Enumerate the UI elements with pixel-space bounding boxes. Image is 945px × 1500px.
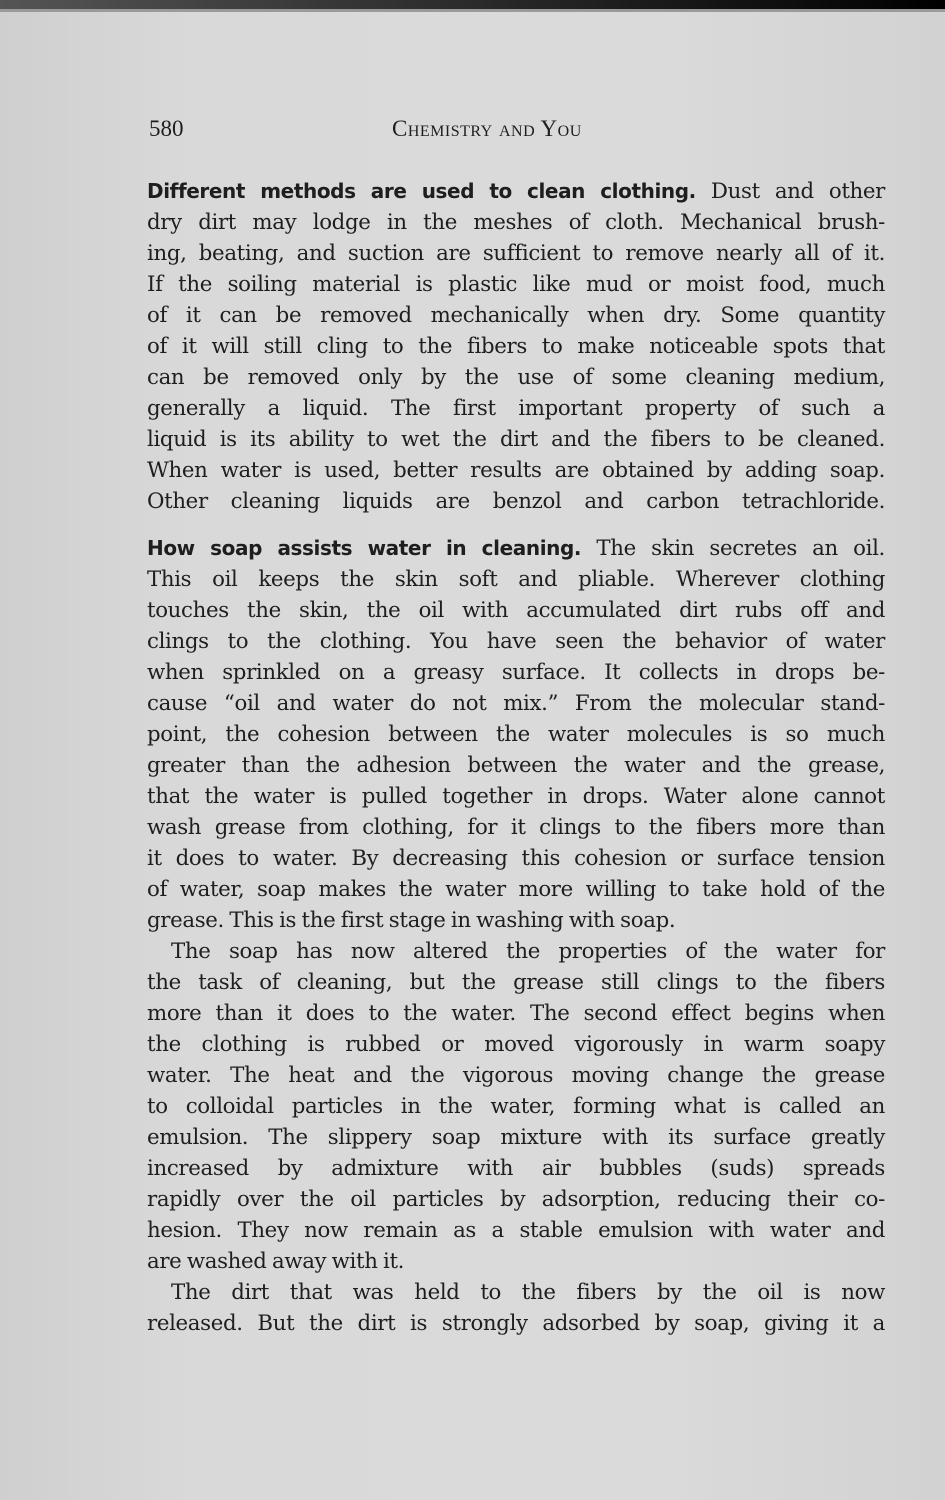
text-line [147, 1153, 885, 1184]
text-line [147, 269, 885, 300]
text-line [147, 455, 885, 486]
text-line [147, 1308, 885, 1339]
text-line [147, 486, 885, 517]
page-body [147, 176, 885, 1355]
text-line [147, 1184, 885, 1215]
line-text: of water, soap makes the water more willing to take hold of the [147, 877, 885, 902]
text-line [147, 688, 885, 719]
line-text: when sprinkled on a greasy surface. It collects in drops be- [147, 660, 885, 685]
text-line [147, 207, 885, 238]
line-text: the task of cleaning, but the grease still clings to the fibers [147, 970, 885, 995]
text-line [147, 936, 885, 967]
text-line [147, 1277, 885, 1308]
paragraph-heading: How soap assists water in cleaning. [147, 536, 582, 560]
text-line [147, 393, 885, 424]
line-text: more than it does to the water. The second effect begins when [147, 1001, 885, 1026]
line-text: released. But the dirt is strongly adsorbed by soap, giving it a [147, 1311, 885, 1336]
text-line [147, 812, 885, 843]
line-text: Other cleaning liquids are benzol and carbon tetrachloride. [147, 489, 885, 514]
line-text: If the soiling material is plastic like mud or moist food, much [147, 272, 885, 297]
text-line [147, 874, 885, 905]
text-line [147, 781, 885, 812]
text-line [147, 331, 885, 362]
line-text: hesion. They now remain as a stable emulsion with water and [147, 1218, 885, 1243]
line-text: liquid is its ability to wet the dirt and the fibers to be cleaned. [147, 427, 885, 452]
paragraph [147, 176, 885, 517]
text-line [147, 1215, 885, 1246]
paragraph [147, 1277, 885, 1339]
line-text: Dust and other [695, 179, 885, 204]
line-text: clings to the clothing. You have seen the behavior of water [147, 629, 885, 654]
text-line [147, 1029, 885, 1060]
line-text: grease. This is the first stage in washing with soap. [147, 908, 676, 933]
line-text: rapidly over the oil particles by adsorption, reducing their co- [147, 1187, 885, 1212]
line-text: emulsion. The slippery soap mixture with its surface greatly [147, 1125, 885, 1150]
line-text: the clothing is rubbed or moved vigorously in warm soapy [147, 1032, 885, 1057]
text-line [147, 657, 885, 688]
line-text: of it will still cling to the fibers to make noticeable spots that [147, 334, 885, 359]
line-text: to colloidal particles in the water, forming what is called an [147, 1094, 885, 1119]
text-line [147, 424, 885, 455]
text-line [147, 998, 885, 1029]
scan-top-edge [0, 0, 945, 9]
line-text: generally a liquid. The first important property of such a [147, 396, 885, 421]
line-text: are washed away with it. [147, 1249, 405, 1274]
page-number: 580 [149, 116, 184, 141]
line-text: When water is used, better results are obtained by adding soap. [147, 458, 885, 483]
text-line [147, 564, 885, 595]
text-line [147, 750, 885, 781]
text-line [147, 238, 885, 269]
line-text: The dirt that was held to the fibers by the oil is now [171, 1280, 885, 1305]
text-line [147, 533, 885, 564]
text-line [147, 626, 885, 657]
line-text: dry dirt may lodge in the meshes of cloth. Mechanical brush- [147, 210, 885, 235]
text-line [147, 1060, 885, 1091]
scan-top-edge-shadow [0, 9, 945, 12]
line-text: that the water is pulled together in drops. Water alone cannot [147, 784, 885, 809]
line-text: The soap has now altered the properties of the water for [171, 939, 885, 964]
paragraph [147, 533, 885, 936]
line-text: can be removed only by the use of some cleaning medium, [147, 365, 885, 390]
text-line [147, 176, 885, 207]
text-line [147, 595, 885, 626]
line-text: it does to water. By decreasing this cohesion or surface tension [147, 846, 885, 871]
line-text: increased by admixture with air bubbles (suds) spreads [147, 1156, 885, 1181]
line-text: ing, beating, and suction are sufficient to remove nearly all of it. [147, 241, 885, 266]
text-line [147, 362, 885, 393]
paragraph [147, 936, 885, 1277]
text-line [147, 905, 885, 936]
page-header [147, 116, 885, 146]
line-text: point, the cohesion between the water molecules is so much [147, 722, 885, 747]
line-text: greater than the adhesion between the water and the grease, [147, 753, 885, 778]
line-text: cause “oil and water do not mix.” From the molecular stand- [147, 691, 885, 716]
line-text: water. The heat and the vigorous moving change the grease [147, 1063, 885, 1088]
text-line [147, 719, 885, 750]
line-text: of it can be removed mechanically when dry. Some quantity [147, 303, 885, 328]
text-line [147, 1122, 885, 1153]
text-line [147, 1246, 885, 1277]
running-title: Chemistry and You [392, 116, 582, 141]
line-text: The skin secretes an oil. [581, 536, 885, 561]
line-text: wash grease from clothing, for it clings to the fibers more than [147, 815, 885, 840]
line-text: This oil keeps the skin soft and pliable. Wherever clothing [147, 567, 885, 592]
text-line [147, 1091, 885, 1122]
text-line [147, 843, 885, 874]
text-line [147, 967, 885, 998]
line-text: touches the skin, the oil with accumulated dirt rubs off and [147, 598, 885, 623]
text-line [147, 300, 885, 331]
paragraph-heading: Different methods are used to clean clothing. [147, 179, 696, 203]
